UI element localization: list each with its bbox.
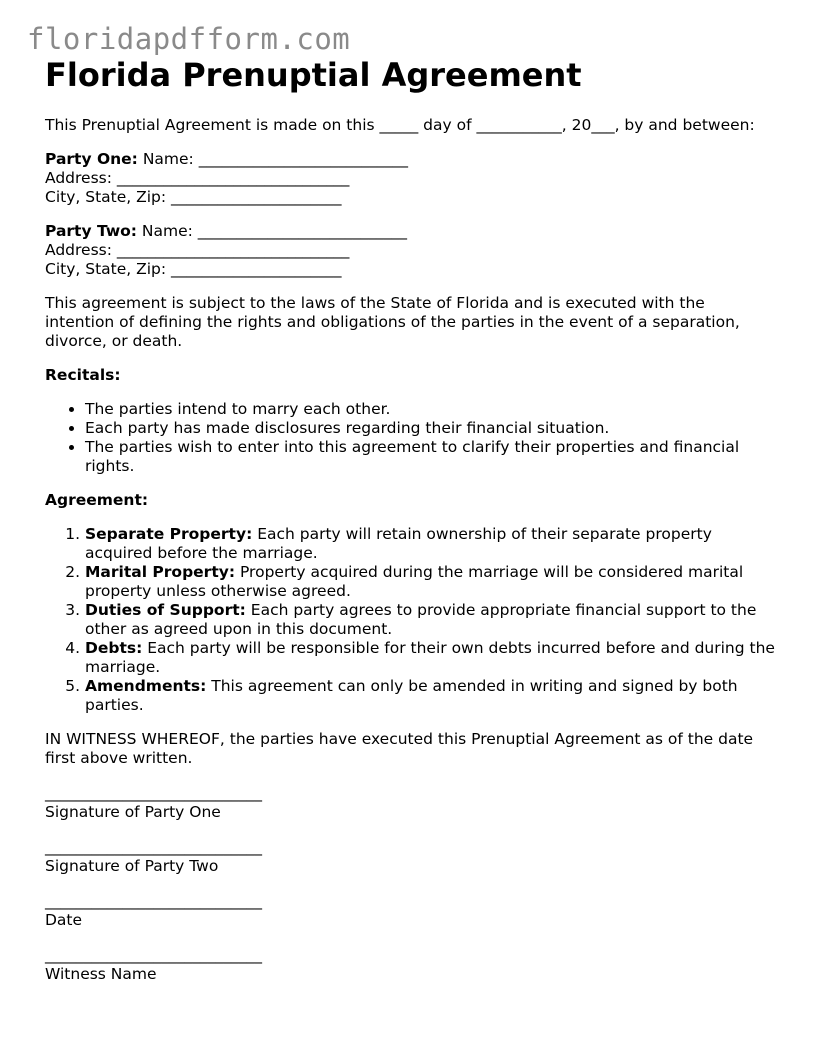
list-item: • Each party has made disclosures regarding their financial situation. [85,419,775,438]
party-two-address-field: Address: ______________________________ [45,241,350,259]
clause-text: Each party will retain ownership of their separate property acquired before the marriage. [85,525,712,562]
party-two-city-field: City, State, Zip: ______________________ [45,260,342,278]
agreement-heading-text: Agreement: [45,491,149,509]
signature-label: Signature of Party One [45,803,221,821]
list-item [85,525,775,563]
signature-block [45,784,775,984]
clause-text: Each party will be responsible for their own debts incurred before and during the marriage. [85,639,775,676]
party-two-name-line [45,222,775,241]
list-item: • The parties intend to marry each other. [85,400,775,419]
signature-label: Signature of Party Two [45,857,219,875]
clause-term: Marital Property: [85,563,236,581]
recitals-heading-text: Recitals: [45,366,121,384]
list-item [85,601,775,639]
governing-law-paragraph: This agreement is subject to the laws of the State of Florida and is executed with the intention of defining the rights and obligations of the parties in the event of a separation, divorce, or death. [45,294,740,350]
recitals-list [45,400,775,476]
list-item [85,677,775,715]
witness-paragraph: IN WITNESS WHEREOF, the parties have executed this Prenuptial Agreement as of the date first above written. [45,730,754,767]
party-two-name-field: Name: ___________________________ [137,222,408,240]
signature-label: Witness Name [45,965,157,983]
signature-line: ____________________________ [45,838,262,856]
party-two-block [45,222,775,279]
signature-party-one [45,784,775,822]
signature-label: Date [45,911,83,929]
agreement-list [45,525,775,715]
clause-term: Duties of Support: [85,601,246,619]
signature-date [45,892,775,930]
party-one-city-field: City, State, Zip: ______________________ [45,188,342,206]
list-item: • The parties wish to enter into this agreement to clarify their properties and financial rights. [85,438,775,476]
party-one-block [45,150,775,207]
clause-text: Each party agrees to provide appropriate financial support to the other as agreed upon in this document. [85,601,757,638]
list-item [85,563,775,601]
watermark: floridapdfform.com [27,22,351,56]
clause-text: This agreement can only be amended in writing and signed by both parties. [85,677,738,714]
document-body [45,116,775,984]
list-item [85,639,775,677]
signature-line: ____________________________ [45,784,262,802]
signature-line: ____________________________ [45,946,262,964]
clause-term: Debts: [85,639,143,657]
signature-party-two [45,838,775,876]
clause-text: Property acquired during the marriage will be considered marital property unless otherwise agreed. [85,563,744,600]
party-one-label: Party One: [45,150,138,168]
party-one-name-field: Name: ___________________________ [137,150,408,168]
recitals-heading [45,366,775,385]
clause-term: Amendments: [85,677,207,695]
signature-line: ____________________________ [45,892,262,910]
page-title: Florida Prenuptial Agreement [45,56,582,94]
party-one-address-field: Address: ______________________________ [45,169,350,187]
party-two-label: Party Two: [45,222,137,240]
signature-witness [45,946,775,984]
clause-term: Separate Property: [85,525,253,543]
agreement-heading [45,491,775,510]
party-one-name-line [45,150,775,169]
intro-paragraph: This Prenuptial Agreement is made on this _____ day of ___________, 20___, by and between: [45,116,755,134]
